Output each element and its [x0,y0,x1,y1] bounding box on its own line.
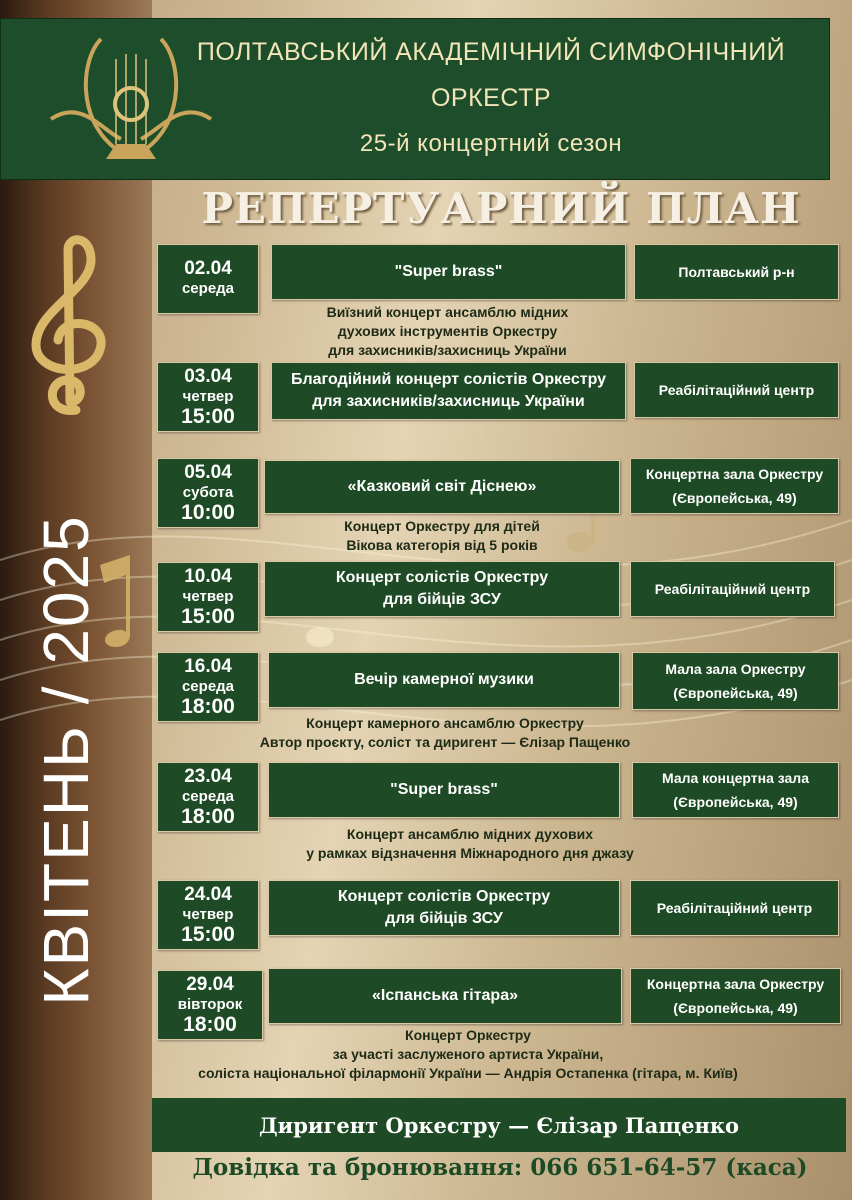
event-day: середа [181,788,235,805]
event-date-box [157,458,259,528]
event-day: вівторок [177,996,243,1013]
event-day: субота [182,484,234,501]
event-place-box [634,244,839,300]
event-title: «Казковий світ Діснею» [347,478,537,495]
event-time: 15:00 [181,923,235,946]
event-place-box [632,652,839,710]
event-title-box [271,244,626,300]
event-description: Концерт Оркестру для дітей Вікова категорія від 5 років [344,518,540,553]
event-place-box [630,458,839,514]
event-title-box [264,460,620,514]
event-title-box [271,362,626,420]
event-date: 23.04 [184,766,232,787]
event-date: 03.04 [184,366,232,387]
conductor-banner [152,1098,846,1152]
event-time: 18:00 [181,695,235,718]
booking-contact[interactable]: Довідка та бронювання: 066 651-64-57 (каса) [192,1154,808,1181]
event-place-box [634,362,839,418]
event-date: 05.04 [184,462,232,483]
event-title: Концерт солістів Оркестру для бійців ЗСУ [337,888,551,927]
event-title-box [264,561,620,617]
event-title: Концерт солістів Оркестру для бійців ЗСУ [335,569,549,608]
event-place: Полтавський р-н [678,264,795,280]
event-date-box [157,880,259,950]
event-date: 02.04 [184,258,232,279]
event-description: Виїзний концерт ансамблю мідних духових інструментів Оркестру для захисників/захисниць України [326,304,569,358]
event-time: 15:00 [181,605,235,628]
event-title-box [268,968,622,1024]
event-date-box [157,562,259,632]
event-date-box [157,244,259,314]
event-title-box [268,652,620,708]
event-date-box [157,652,259,722]
event-date: 24.04 [184,884,232,905]
music-note-icon [300,615,350,655]
event-place-box [630,968,841,1024]
event-day: четвер [182,588,234,605]
event-day: четвер [182,388,234,405]
event-place-box [630,561,835,617]
month-year-label: КВІТЕНЬ / 2025 [30,514,102,1006]
event-place: Мала зала Оркестру (Європейська, 49) [665,661,806,701]
conductor-label: Диригент Оркестру — Єлізар Пащенко [258,1112,740,1138]
event-place: Реабілітаційний центр [656,900,813,916]
event-day: четвер [182,906,234,923]
event-title-box [268,762,620,818]
event-day: середа [181,678,235,695]
event-time: 15:00 [181,405,235,428]
event-time: 18:00 [181,805,235,828]
treble-clef-icon [6,230,136,420]
event-date-box [157,762,259,832]
event-place: Концертна зала Оркестру (Європейська, 49) [646,976,825,1016]
event-place-box [630,880,839,936]
page-title: РЕПЕРТУАРНИЙ ПЛАН [201,184,801,233]
event-day: середа [181,280,235,297]
event-title-box [268,880,620,936]
event-place: Реабілітаційний центр [658,382,815,398]
header-banner [0,18,830,180]
event-date-box [157,362,259,432]
event-description: Концерт Оркестру за участі заслуженого артиста України, соліста національної філармонії України — Андрія Остапенка (гітара, м. Київ) [198,1027,738,1081]
event-place: Концертна зала Оркестру (Європейська, 49) [645,466,824,506]
event-place-box [632,762,839,818]
header-line-2: ОРКЕСТР [430,84,552,112]
season-label: 25-й концертний сезон [359,130,623,157]
event-date: 16.04 [184,656,232,677]
event-title: Благодійний концерт солістів Оркестру для захисників/захисниць України [290,371,607,410]
event-place: Реабілітаційний центр [654,581,811,597]
event-description: Концерт ансамблю мідних духових у рамках відзначення Міжнародного дня джазу [306,826,634,861]
event-title: "Super brass" [394,263,503,280]
event-place: Мала концертна зала (Європейська, 49) [661,770,809,810]
event-title: "Super brass" [390,781,498,798]
header-line-1: ПОЛТАВСЬКИЙ АКАДЕМІЧНИЙ СИМФОНІЧНИЙ [196,38,786,66]
event-description: Концерт камерного ансамблю Оркестру Автор проєкту, соліст та диригент — Єлізар Пащенко [259,715,631,750]
event-time: 18:00 [183,1013,237,1036]
event-title: Вечір камерної музики [354,671,534,688]
event-title: «Іспанська гітара» [372,987,518,1004]
event-time: 10:00 [181,501,235,524]
event-date: 10.04 [184,566,232,587]
event-date: 29.04 [186,974,234,995]
